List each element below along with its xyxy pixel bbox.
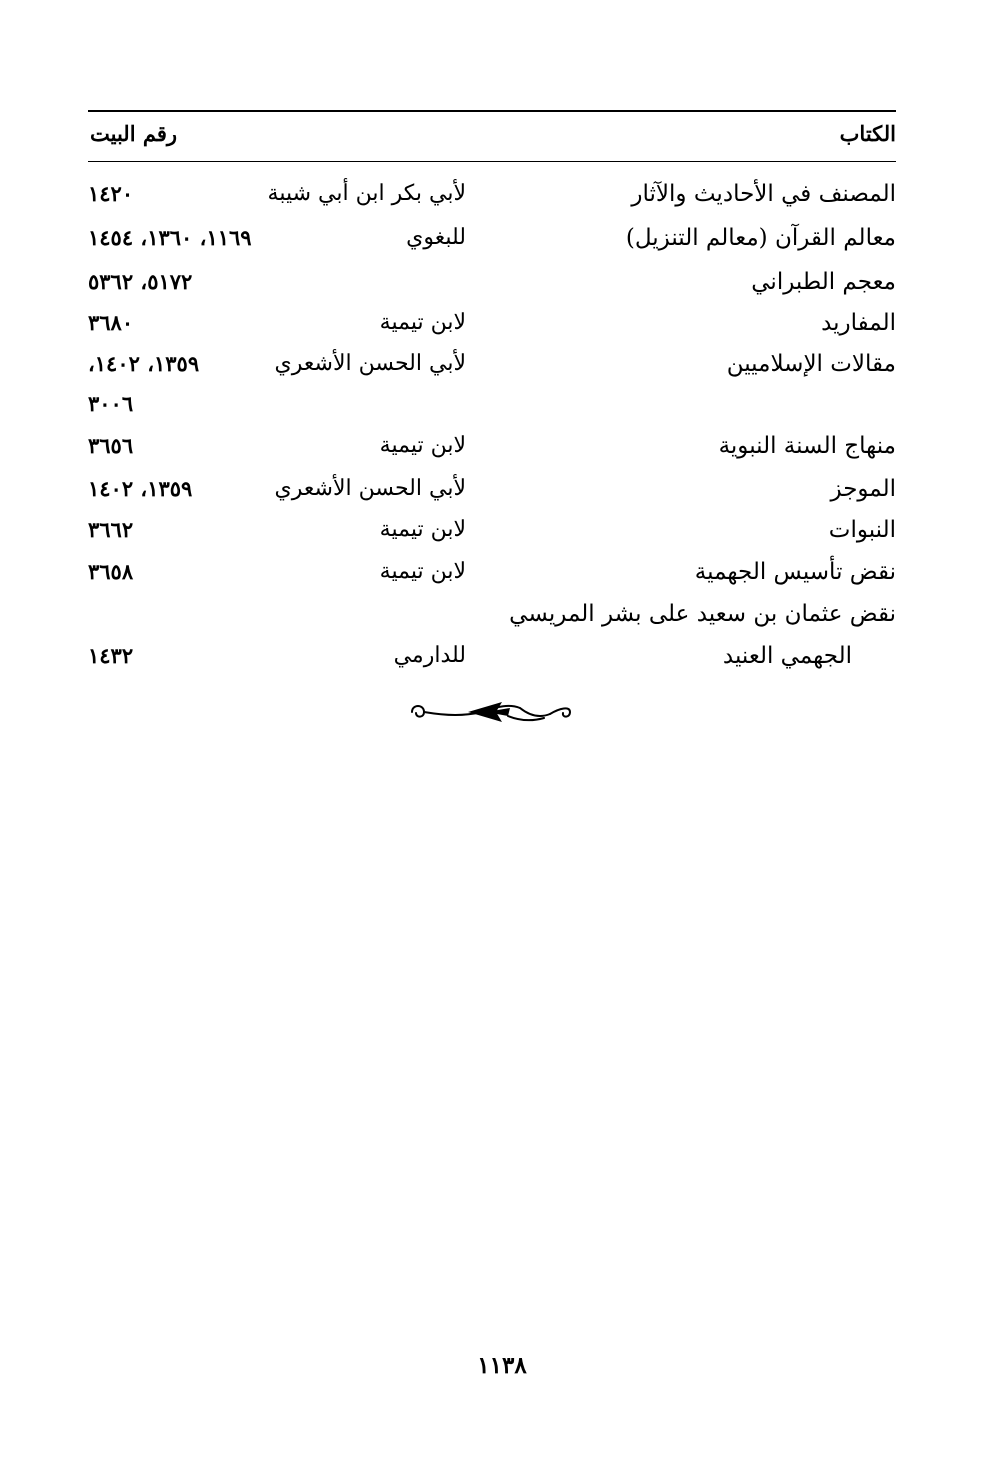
table-row <box>88 172 896 216</box>
verse-numbers: ٣٦٨٠ <box>88 310 134 335</box>
table-row <box>88 342 896 386</box>
table-row <box>88 260 896 304</box>
table-row <box>88 382 896 426</box>
table-row <box>88 216 896 260</box>
book-title: مقالات الإسلاميين <box>726 351 896 377</box>
book-title: نقض تأسيس الجهمية <box>694 559 896 585</box>
table-row <box>88 550 896 594</box>
table-row <box>88 467 896 511</box>
table-row <box>88 592 896 636</box>
book-author: لابن تيمية <box>379 559 466 584</box>
book-title: المصنف في الأحاديث والآثار <box>631 181 896 207</box>
book-author: للدارمي <box>393 643 466 668</box>
verse-numbers: ١٣٥٩، ١٤٠٢، <box>88 351 200 376</box>
book-title: منهاج السنة النبوية <box>718 433 896 459</box>
verse-numbers: ١٤٣٢ <box>88 643 134 668</box>
book-author: لأبي الحسن الأشعري <box>274 351 466 376</box>
book-title: الموجز <box>830 476 896 502</box>
book-author: للبغوي <box>406 225 466 250</box>
book-author: لابن تيمية <box>379 433 466 458</box>
table-row <box>88 424 896 468</box>
page-number: ١١٣٨ <box>477 1352 527 1379</box>
book-column-header: الكتاب <box>839 121 896 146</box>
verse-numbers: ١٤٢٠ <box>88 181 134 206</box>
table-row <box>88 301 896 345</box>
end-ornament-icon <box>398 694 584 730</box>
book-title: الجهمي العنيد <box>722 643 852 669</box>
book-author: لابن تيمية <box>379 517 466 542</box>
book-title: معجم الطبراني <box>751 269 896 295</box>
verse-numbers: ٣٦٥٨ <box>88 559 134 584</box>
book-title: معالم القرآن (معالم التنزيل) <box>625 225 896 251</box>
book-author: لابن تيمية <box>379 310 466 335</box>
verse-numbers: ٣٦٥٦ <box>88 433 134 458</box>
verse-numbers: ١٣٥٩، ١٤٠٢ <box>88 476 193 501</box>
book-author: لأبي بكر ابن أبي شيبة <box>267 181 466 206</box>
verse-numbers: ١١٦٩، ١٣٦٠، ١٤٥٤ <box>88 225 252 250</box>
book-title: نقض عثمان بن سعيد على بشر المريسي <box>509 601 896 627</box>
verse-number-column-header: رقم البيت <box>90 121 177 146</box>
verse-numbers: ٣٠٠٦ <box>88 391 134 416</box>
top-rule <box>88 110 896 112</box>
book-title: النبوات <box>828 517 896 543</box>
verse-numbers: ٥١٧٢، ٥٣٦٢ <box>88 269 193 294</box>
book-title: المفاريد <box>821 310 896 336</box>
table-row <box>88 634 896 678</box>
header-rule <box>88 161 896 162</box>
table-row <box>88 508 896 552</box>
verse-numbers: ٣٦٦٢ <box>88 517 134 542</box>
book-author: لأبي الحسن الأشعري <box>274 476 466 501</box>
